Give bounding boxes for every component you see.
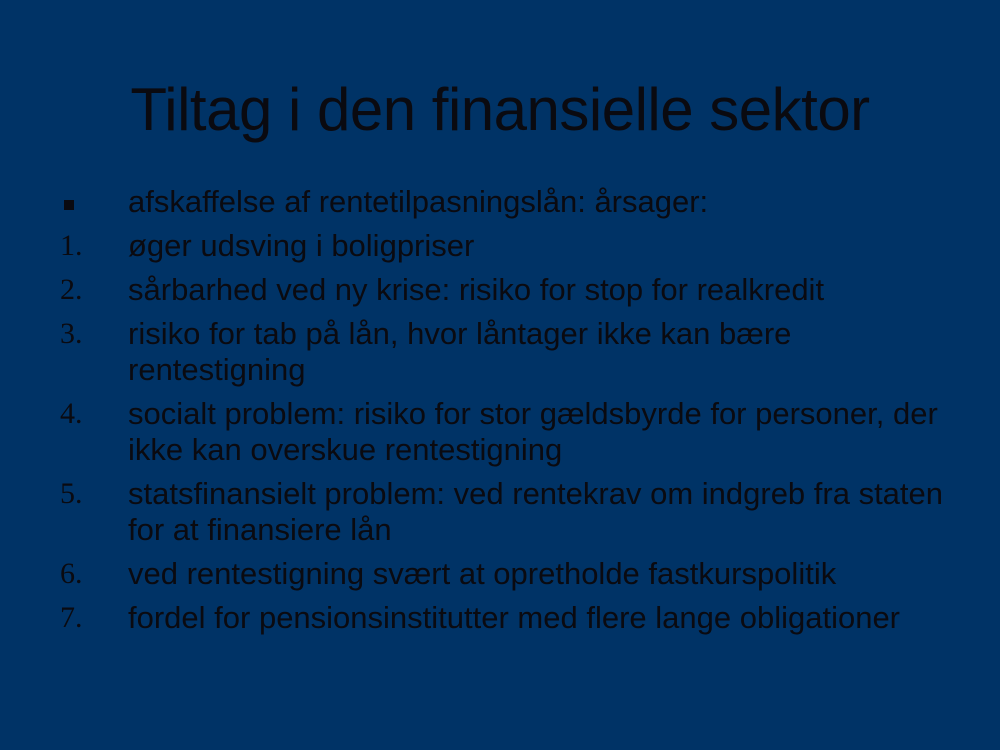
list-item-number: 2. bbox=[60, 273, 83, 306]
list-item bbox=[60, 228, 960, 264]
list-item bbox=[60, 396, 960, 468]
list-item-text: sårbarhed ved ny krise: risiko for stop for realkredit bbox=[128, 272, 825, 307]
list-item bbox=[60, 272, 960, 308]
list-item bbox=[60, 556, 960, 592]
list-item-text: afskaffelse af rentetilpasningslån: årsager: bbox=[128, 184, 709, 219]
list-item-text: risiko for tab på lån, hvor låntager ikke kan bære rentestigning bbox=[128, 316, 792, 387]
slide-title: Tiltag i den finansielle sektor bbox=[130, 76, 870, 143]
list-item-text: statsfinansielt problem: ved rentekrav om indgreb fra staten for at finansiere lån bbox=[128, 476, 944, 547]
list-item-text: fordel for pensionsinstitutter med flere lange obligationer bbox=[128, 600, 901, 635]
list-item-text: øger udsving i boligpriser bbox=[128, 228, 475, 263]
bullet-list bbox=[60, 184, 960, 644]
list-item-number: 1. bbox=[60, 229, 83, 262]
list-item-number: 3. bbox=[60, 317, 83, 350]
list-item-text: ved rentestigning svært at opretholde fastkurspolitik bbox=[128, 556, 837, 591]
list-item-text: socialt problem: risiko for stor gældsbyrde for personer, der ikke kan overskue rentestigning bbox=[128, 396, 938, 467]
square-bullet-icon bbox=[64, 200, 74, 210]
list-item-number: 5. bbox=[60, 477, 83, 510]
list-item-number: 7. bbox=[60, 601, 83, 634]
list-item-number: 4. bbox=[60, 397, 83, 430]
list-item bbox=[60, 184, 960, 220]
list-item bbox=[60, 600, 960, 636]
list-item bbox=[60, 316, 960, 388]
list-item bbox=[60, 476, 960, 548]
list-item-number: 6. bbox=[60, 557, 83, 590]
